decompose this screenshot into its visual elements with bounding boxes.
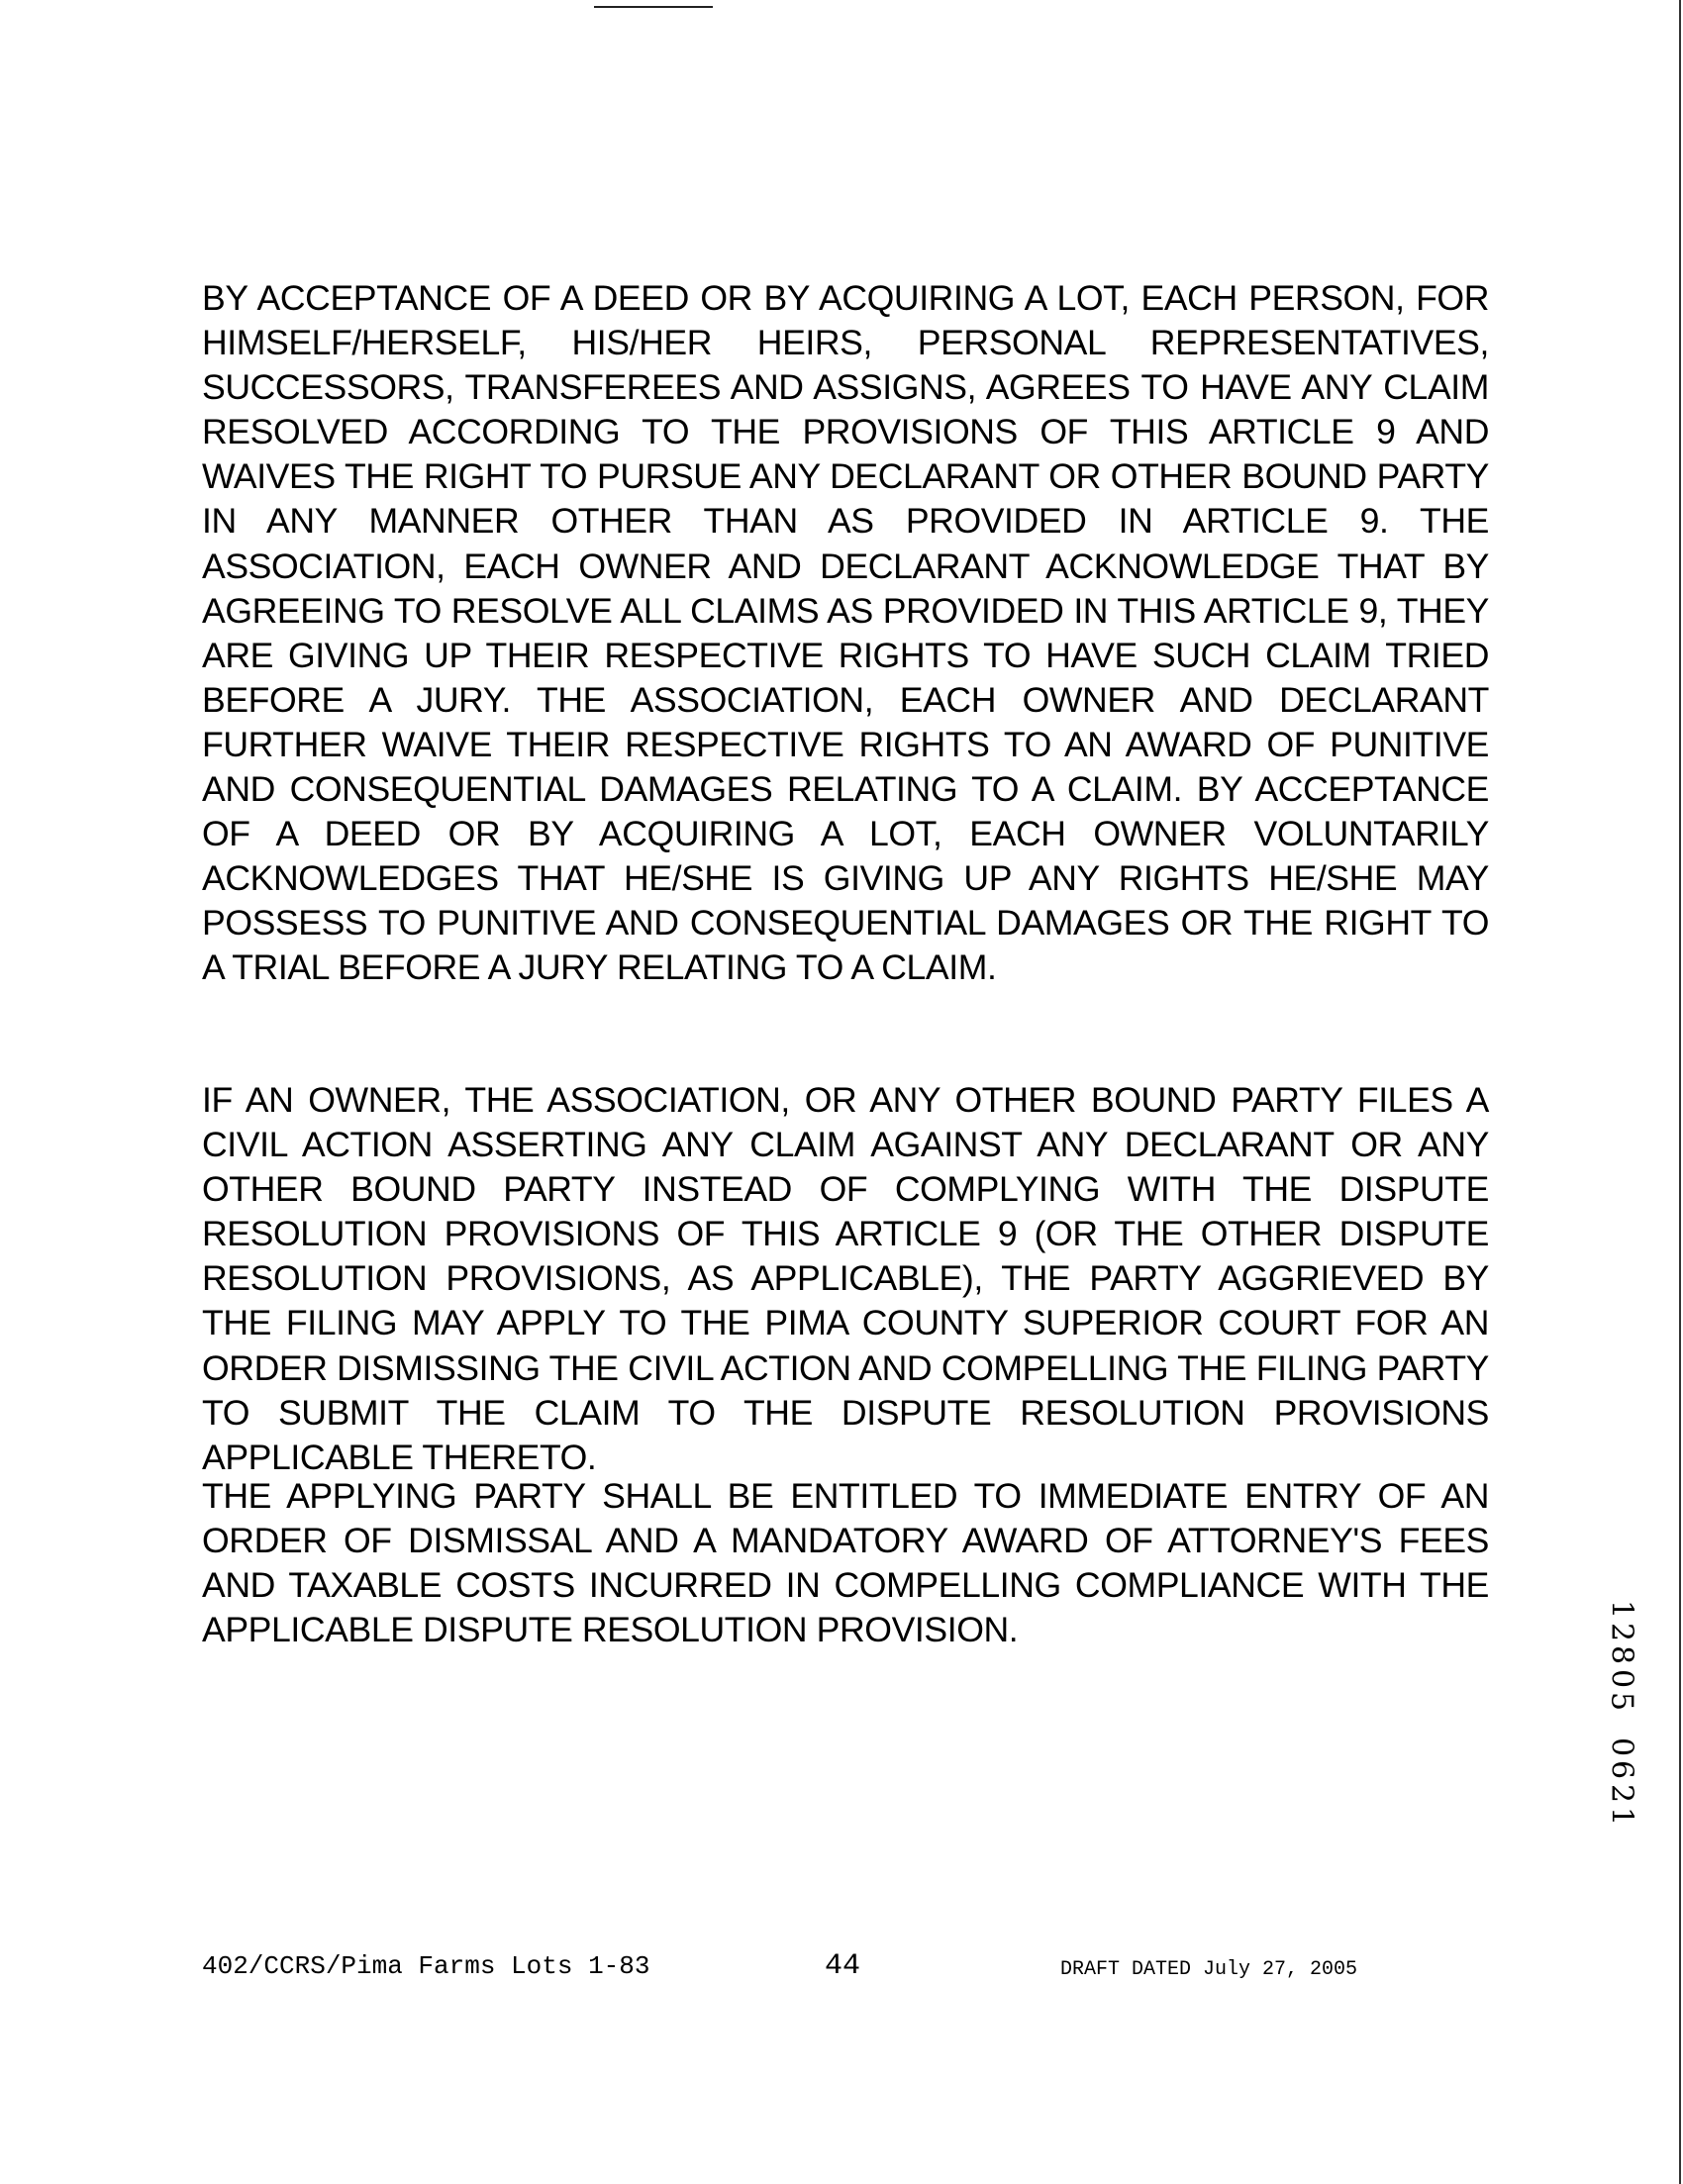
stamp-char: 0 bbox=[1604, 1668, 1639, 1688]
paragraph-text: THE APPLYING PARTY SHALL BE ENTITLED TO IMMEDIATE ENTRY OF AN ORDER OF DISMISSAL AND A MANDATORY AWARD OF ATTORNEY'S FEES AND TAXABLE COSTS INCURRED IN COMPELLING COMPLIANCE WITH THE APPLICABLE DISPUTE RESOLUTION PROVISION. bbox=[202, 1476, 1489, 1650]
paragraph-text: BY ACCEPTANCE OF A DEED OR BY ACQUIRING A LOT, EACH PERSON, FOR HIMSELF/HERSELF, HIS/HER HEIRS, PERSONAL REPRESENTATIVES, SUCCESSORS, TRANSFEREES AND ASSIGNS, AGREES TO HAVE ANY CLAIM RESOLVED ACCORDING TO THE PROVISIONS OF THIS ARTICLE 9 AND WAIVES THE RIGHT TO PURSUE ANY DECLARANT OR OTHER BOUND PARTY IN ANY MANNER OTHER THAN AS PROVIDED IN ARTICLE 9. THE ASSOCIATION, EACH OWNER AND DECLARANT ACKNOWLEDGE THAT BY AGREEING TO RESOLVE ALL CLAIMS AS PROVIDED IN THIS ARTICLE 9, THEY ARE GIVING UP THEIR RESPECTIVE RIGHTS TO HAVE SUCH CLAIM TRIED BEFORE A JURY. THE ASSOCIATION, EACH OWNER AND DECLARANT FURTHER WAIVE THEIR RESPECTIVE RIGHTS TO AN AWARD OF PUNITIVE AND CONSEQUENTIAL DAMAGES RELATING TO A CLAIM. BY ACCEPTANCE OF A DEED OR BY ACQUIRING A LOT, EACH OWNER VOLUNTARILY ACKNOWLEDGES THAT HE/SHE IS GIVING UP ANY RIGHTS HE/SHE MAY POSSESS TO PUNITIVE AND CONSEQUENTIAL DAMAGES OR THE RIGHT TO A TRIAL BEFORE A JURY RELATING TO A CLAIM. bbox=[202, 278, 1489, 988]
paragraph-text: IF AN OWNER, THE ASSOCIATION, OR ANY OTHER BOUND PARTY FILES A CIVIL ACTION ASSERTING ANY CLAIM AGAINST ANY DECLARANT OR ANY OTHER BOUND PARTY INSTEAD OF COMPLYING WITH THE DISPUTE RESOLUTION PROVISIONS OF THIS ARTICLE 9 (OR THE OTHER DISPUTE RESOLUTION PROVISIONS, AS APPLICABLE), THE PARTY AGGRIEVED BY THE FILING MAY APPLY TO THE PIMA COUNTY SUPERIOR COURT FOR AN ORDER DISMISSING THE CIVIL ACTION AND COMPELLING THE FILING PARTY TO SUBMIT THE CLAIM TO THE DISPUTE RESOLUTION PROVISIONS APPLICABLE THERETO. bbox=[202, 1080, 1489, 1477]
right-edge-line bbox=[1679, 0, 1681, 2184]
stamp-char: 6 bbox=[1604, 1760, 1639, 1780]
stamp-char: 1 bbox=[1604, 1600, 1639, 1620]
stamp-char: 0 bbox=[1604, 1737, 1639, 1757]
paragraph-jury-waiver bbox=[202, 276, 1489, 991]
stamp-char: 2 bbox=[1604, 1783, 1639, 1803]
stamp-char: 8 bbox=[1604, 1645, 1639, 1665]
stamp-char: 5 bbox=[1604, 1691, 1639, 1711]
top-edge-rule bbox=[594, 6, 713, 8]
recording-stamp bbox=[1602, 1598, 1641, 1828]
paragraph-civil-action bbox=[202, 1078, 1489, 1480]
footer-draft-date: DRAFT DATED July 27, 2005 bbox=[1060, 1958, 1358, 1981]
footer-document-ref: 402/CCRS/Pima Farms Lots 1-83 bbox=[202, 1951, 650, 1981]
paragraph-dismissal-order bbox=[202, 1474, 1489, 1652]
footer-page-number: 44 bbox=[825, 1949, 861, 1983]
stamp-char: 2 bbox=[1604, 1623, 1639, 1642]
stamp-char: 1 bbox=[1604, 1806, 1639, 1826]
